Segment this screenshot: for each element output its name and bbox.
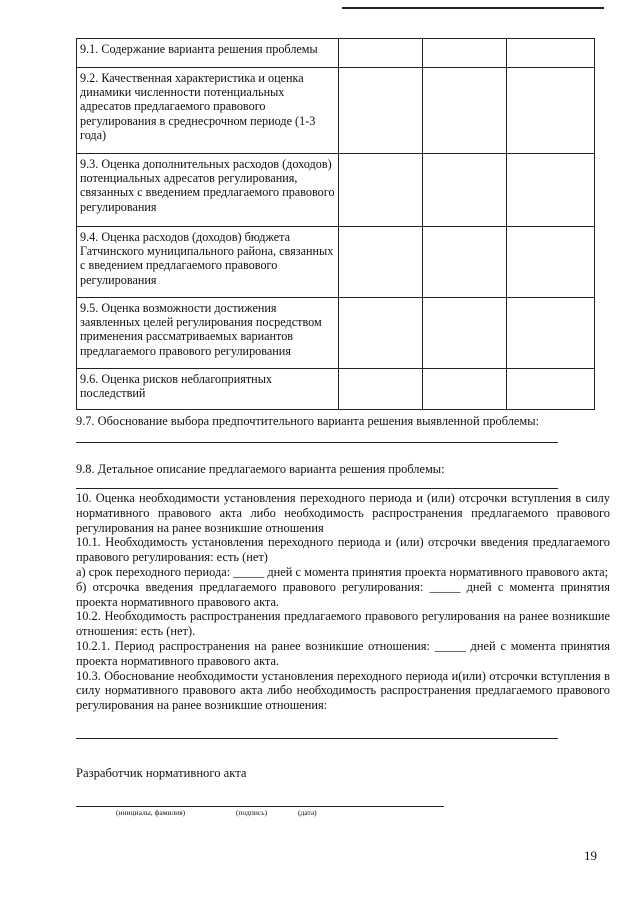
table-cell[interactable] bbox=[339, 369, 423, 410]
answer-line-9-8[interactable] bbox=[76, 488, 558, 489]
section-10-1-text: 10.1. Необходимость установления переходного периода и (или) отсрочки введения предлагаемого правового регулирования: есть (нет) bbox=[76, 535, 610, 565]
section-10-2-1-text: 10.2.1. Период распространения на ранее возникшие отношения: _____ дней с момента принятия проекта нормативного правового акта. bbox=[76, 638, 610, 668]
developer-label: Разработчик нормативного акта bbox=[76, 766, 247, 780]
table-cell[interactable] bbox=[507, 39, 595, 68]
date-caption: (дата) bbox=[298, 808, 317, 817]
table-cell[interactable] bbox=[423, 154, 507, 227]
table-cell[interactable] bbox=[339, 154, 423, 227]
answer-line-9-7[interactable] bbox=[76, 442, 558, 443]
section-10-3-text: 10.3. Обоснование необходимости установления переходного периода и(или) отсрочки вступления в силу нормативного правового акта либо необходимость распространения предлагаемого правового регулирования на ранее возникшие отношения: bbox=[76, 668, 610, 713]
table-row bbox=[77, 227, 595, 298]
table-cell[interactable] bbox=[339, 68, 423, 154]
table-row bbox=[77, 154, 595, 227]
table-cell[interactable] bbox=[507, 154, 595, 227]
table-cell[interactable] bbox=[423, 227, 507, 298]
section-10-1-b-text: б) отсрочка введения предлагаемого правового регулирования: _____ дней с момента принятия проекта нормативного правового акта. bbox=[76, 579, 610, 609]
developer-block bbox=[76, 766, 610, 781]
table-cell[interactable] bbox=[339, 39, 423, 68]
table-row bbox=[77, 369, 595, 410]
section-9-8 bbox=[76, 462, 610, 477]
top-rule bbox=[342, 7, 604, 9]
table-row bbox=[77, 68, 595, 154]
initials-caption: (инициалы, фамилия) bbox=[116, 808, 186, 817]
table-row bbox=[77, 298, 595, 369]
row-label: 9.3. Оценка дополнительных расходов (доходов) потенциальных адресатов регулирования, связанных с введением предлагаемого правового регулирования bbox=[77, 154, 339, 227]
row-label: 9.4. Оценка расходов (доходов) бюджета Гатчинского муниципального района, связанных с введением предлагаемого правового регулирования bbox=[77, 227, 339, 298]
table-cell[interactable] bbox=[423, 298, 507, 369]
table-cell[interactable] bbox=[423, 369, 507, 410]
row-label: 9.5. Оценка возможности достижения заявленных целей регулирования посредством применения рассматриваемых вариантов предлагаемого правового регулирования bbox=[77, 298, 339, 369]
section-10-2-text: 10.2. Необходимость распространения предлагаемого правового регулирования на ранее возникшие отношения: есть (нет). bbox=[76, 609, 610, 639]
section-10-1-a-text: а) срок переходного периода: _____ дней с момента принятия проекта нормативного правового акта; bbox=[76, 564, 609, 579]
sign-caption: (подпись) bbox=[236, 808, 268, 817]
table-cell[interactable] bbox=[507, 227, 595, 298]
signature-line[interactable] bbox=[76, 806, 444, 807]
row-label: 9.1. Содержание варианта решения проблемы bbox=[77, 39, 339, 68]
table-row bbox=[77, 39, 595, 68]
section-9-7-text: 9.7. Обоснование выбора предпочтительного варианта решения выявленной проблемы: bbox=[76, 414, 540, 428]
table-cell[interactable] bbox=[423, 39, 507, 68]
answer-line-10-3[interactable] bbox=[76, 738, 558, 739]
table-cell[interactable] bbox=[507, 298, 595, 369]
table-cell[interactable] bbox=[423, 68, 507, 154]
assessment-table bbox=[76, 38, 595, 410]
table-cell[interactable] bbox=[507, 68, 595, 154]
row-label: 9.6. Оценка рисков неблагоприятных последствий bbox=[77, 369, 339, 410]
table-cell[interactable] bbox=[339, 298, 423, 369]
table-cell[interactable] bbox=[507, 369, 595, 410]
page-number: 19 bbox=[584, 848, 597, 863]
section-9-8-text: 9.8. Детальное описание предлагаемого варианта решения проблемы: bbox=[76, 462, 445, 476]
section-9-7 bbox=[76, 414, 610, 429]
section-10 bbox=[76, 491, 610, 713]
section-10-text: 10. Оценка необходимости установления переходного периода и (или) отсрочки вступления в силу нормативного правового акта либо необходимость распространения предлагаемого правового регулирования на ранее возникшие отношения bbox=[76, 491, 610, 535]
row-label: 9.2. Качественная характеристика и оценка динамики численности потенциальных адресатов предлагаемого правового регулирования в среднесрочном периоде (1-3 года) bbox=[77, 68, 339, 154]
table-cell[interactable] bbox=[339, 227, 423, 298]
